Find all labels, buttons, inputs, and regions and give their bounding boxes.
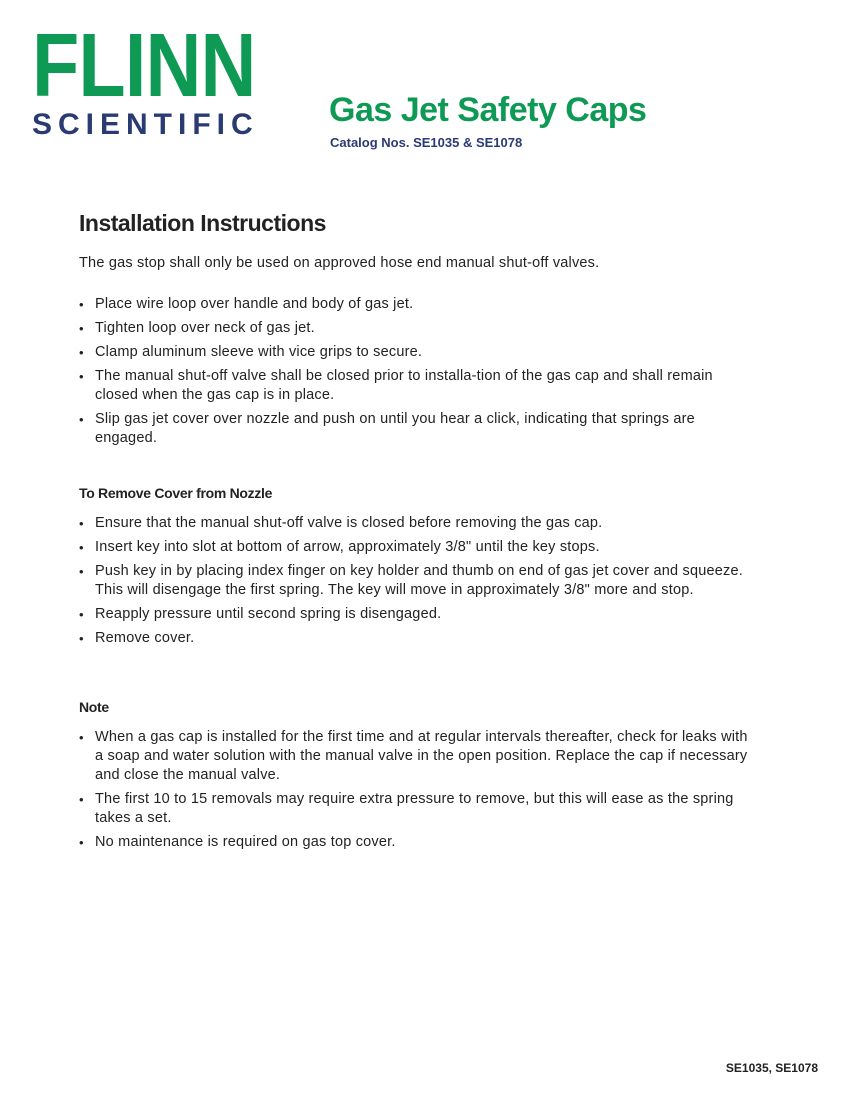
logo-wordmark-flinn: FLINN: [32, 16, 256, 116]
list-item: • When a gas cap is installed for the first time and at regular intervals thereafter, check for leaks with a soap and water solution with the manual valve in the open position. Replace the cap if necessary and close the manual valve.: [79, 728, 759, 785]
logo-wordmark-scientific: SCIENTIFIC: [32, 108, 259, 141]
footer-catalog-code: SE1035, SE1078: [725, 1061, 818, 1075]
list-item: • Place wire loop over handle and body of gas jet.: [79, 295, 759, 314]
list-item: • Clamp aluminum sleeve with vice grips to secure.: [79, 343, 759, 362]
page-title: Gas Jet Safety Caps: [329, 91, 647, 129]
flinn-scientific-logo: [32, 16, 304, 141]
list-item: • Reapply pressure until second spring is disengaged.: [79, 605, 759, 624]
list-item: • Slip gas jet cover over nozzle and push on until you hear a click, indicating that springs are engaged.: [79, 410, 759, 448]
list-item: • Push key in by placing index finger on key holder and thumb on end of gas jet cover and squeeze. This will disengage the first spring. The key will move in approximately 3/8" more and stop.: [79, 562, 759, 600]
list-item: • Tighten loop over neck of gas jet.: [79, 319, 759, 338]
list-item: • The first 10 to 15 removals may require extra pressure to remove, but this will ease as the spring takes a set.: [79, 790, 759, 828]
note-heading: Note: [79, 699, 109, 715]
notes-list: [79, 728, 759, 852]
list-item: • Ensure that the manual shut-off valve is closed before removing the gas cap.: [79, 514, 759, 533]
installation-heading: Installation Instructions: [79, 210, 326, 236]
document-body: [79, 208, 759, 857]
list-item: • Insert key into slot at bottom of arrow, approximately 3/8" until the key stops.: [79, 538, 759, 557]
remove-cover-heading: To Remove Cover from Nozzle: [79, 485, 273, 501]
intro-paragraph: The gas stop shall only be used on approved hose end manual shut-off valves.: [79, 255, 600, 271]
list-item: • No maintenance is required on gas top cover.: [79, 833, 759, 852]
list-item: • Remove cover.: [79, 629, 759, 648]
catalog-numbers: Catalog Nos. SE1035 & SE1078: [330, 135, 523, 150]
remove-steps-list: [79, 514, 759, 648]
installation-steps-list: [79, 295, 759, 448]
list-item: • The manual shut-off valve shall be closed prior to installa-tion of the gas cap and shall remain closed when the gas cap is in place.: [79, 367, 759, 405]
